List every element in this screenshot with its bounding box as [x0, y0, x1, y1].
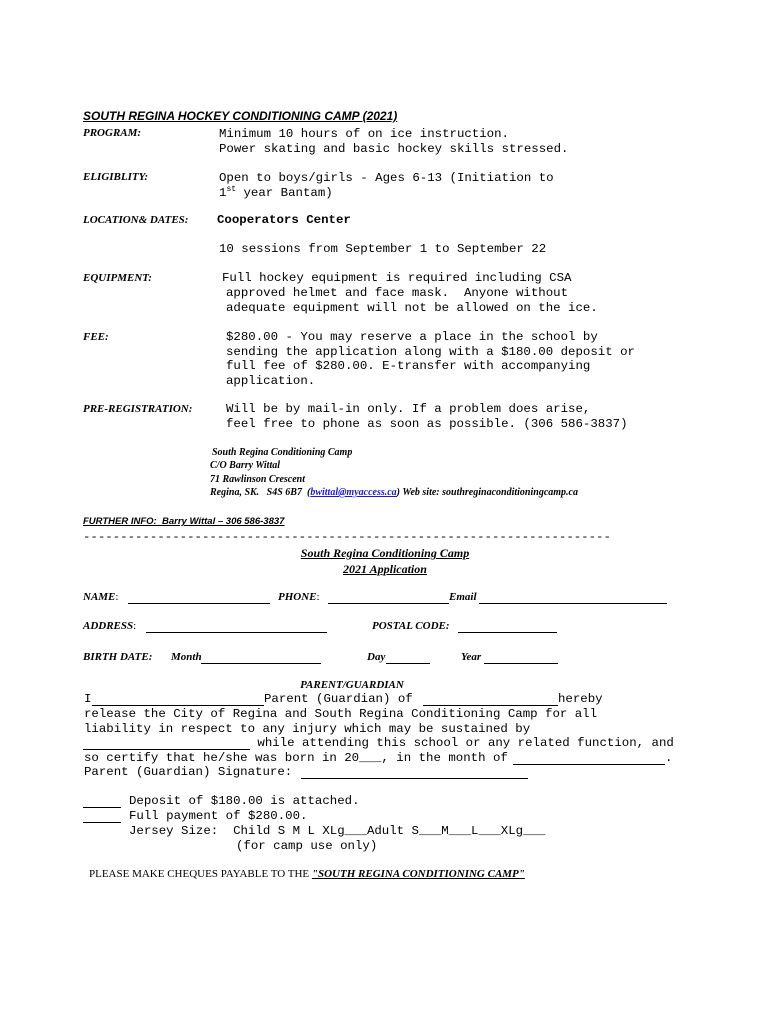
- cheques-note: [89, 868, 525, 880]
- eligibility-ordinal: 1: [219, 186, 227, 200]
- fee-line-3: full fee of $280.00. E-transfer with accompanying: [226, 359, 591, 373]
- parent-heading: PARENT/GUARDIAN: [300, 679, 404, 691]
- page-title: SOUTH REGINA HOCKEY CONDITIONING CAMP (2021): [83, 109, 398, 123]
- camp-use-note: (for camp use only): [236, 839, 378, 853]
- location-dates: 10 sessions from September 1 to September 22: [219, 242, 547, 256]
- eligibility-rest: year Bantam): [236, 186, 333, 200]
- email-label: Email: [449, 591, 477, 603]
- further-info: FURTHER INFO: Barry Wittal – 306 586-3837: [83, 516, 285, 527]
- day-field[interactable]: [386, 663, 430, 664]
- postal-field[interactable]: [458, 632, 557, 633]
- birth-month-field[interactable]: [513, 764, 665, 765]
- prereg-line-2: feel free to phone as soon as possible. (306 586-3837): [226, 417, 628, 431]
- address-website: ) Web site: southreginaconditioningcamp.ca: [396, 487, 578, 498]
- cut-divider: -----------------------------------------------------------------------: [83, 530, 611, 544]
- phone-field[interactable]: [328, 603, 449, 604]
- address-line-2: C/O Barry Wittal: [210, 460, 281, 471]
- address-label: [83, 620, 136, 632]
- birth-date-label: BIRTH DATE:: [83, 651, 153, 663]
- address-field[interactable]: [146, 632, 327, 633]
- program-line-1: Minimum 10 hours of on ice instruction.: [219, 127, 509, 141]
- fee-line-4: application.: [226, 374, 316, 388]
- signature-field[interactable]: [301, 778, 528, 779]
- eligibility-ordinal-suffix: st: [226, 184, 237, 194]
- cheques-note-text: PLEASE MAKE CHEQUES PAYABLE TO THE: [89, 868, 312, 880]
- parent-of-text: Parent (Guardian) of: [264, 692, 421, 706]
- cheques-payee: "SOUTH REGINA CONDITIONING CAMP": [311, 868, 525, 880]
- liability-line: liability in respect to any injury which may be sustained by: [84, 722, 531, 736]
- prereg-line-1: Will be by mail-in only. If a problem does arise,: [226, 402, 591, 416]
- parent-name-field[interactable]: [92, 705, 264, 706]
- full-payment-checkline[interactable]: [83, 822, 121, 823]
- address-colon: :: [133, 620, 137, 632]
- fee-line-1: $280.00 - You may reserve a place in the school by: [226, 330, 598, 344]
- injured-name-field[interactable]: [83, 749, 250, 750]
- application-org: South Regina Conditioning Camp: [300, 546, 470, 560]
- email-link[interactable]: bwittal@myaccess.ca: [310, 487, 397, 498]
- name-colon: :: [115, 591, 119, 603]
- eligibility-label: ELIGIBLITY:: [83, 171, 148, 183]
- day-label: Day: [367, 651, 386, 663]
- address-line-4: [210, 487, 578, 498]
- phone-label-text: PHONE: [278, 591, 317, 603]
- fee-line-2: sending the application along with a $180.00 deposit or: [226, 345, 635, 359]
- eligibility-line-2: [219, 186, 333, 201]
- jersey-size-line: Jersey Size: Child S M L XLg___Adult S___M___L___XLg___: [129, 824, 546, 838]
- month-field[interactable]: [201, 663, 321, 664]
- location-venue: Cooperators Center: [217, 213, 351, 227]
- address-line-3: 71 Rawlinson Crescent: [210, 474, 306, 485]
- eligibility-line-1: Open to boys/girls - Ages 6-13 (Initiation to: [219, 171, 554, 185]
- birth-certify-period: .: [665, 751, 673, 765]
- email-field[interactable]: [479, 603, 667, 604]
- address-line-1: South Regina Conditioning Camp: [212, 447, 353, 458]
- prereg-label: PRE-REGISTRATION:: [83, 403, 193, 415]
- address-city: Regina, SK. S4S 6B7 (: [210, 487, 311, 498]
- month-label: Month: [171, 651, 202, 663]
- name-label: [83, 591, 118, 603]
- equipment-line-2: approved helmet and face mask. Anyone without: [226, 286, 569, 300]
- birth-certify-line: so certify that he/she was born in 20___, in the month of: [84, 751, 508, 765]
- signature-label: Parent (Guardian) Signature:: [84, 765, 300, 779]
- fee-label: FEE:: [83, 331, 109, 343]
- application-year: 2021 Application: [343, 562, 427, 576]
- name-label-text: NAME: [83, 591, 116, 603]
- address-label-text: ADDRESS: [83, 620, 134, 632]
- attending-line: while attending this school or any related function, and: [250, 736, 674, 750]
- deposit-option: Deposit of $180.00 is attached.: [129, 794, 360, 808]
- location-label: LOCATION& DATES:: [83, 214, 189, 226]
- equipment-line-1: Full hockey equipment is required including CSA: [222, 271, 572, 285]
- full-payment-option: Full payment of $280.00.: [129, 809, 308, 823]
- year-field[interactable]: [484, 663, 558, 664]
- year-label: Year: [461, 651, 482, 663]
- postal-label: POSTAL CODE:: [372, 620, 450, 632]
- program-label: PROGRAM:: [83, 127, 142, 139]
- phone-colon: :: [316, 591, 320, 603]
- release-line: release the City of Regina and South Regina Conditioning Camp for all: [84, 707, 598, 721]
- hereby-text: hereby: [558, 692, 603, 706]
- parent-initial: I: [84, 692, 92, 706]
- phone-label: [278, 591, 320, 603]
- child-name-field[interactable]: [423, 705, 558, 706]
- equipment-line-3: adequate equipment will not be allowed on the ice.: [226, 301, 598, 315]
- name-field[interactable]: [128, 603, 270, 604]
- equipment-label: EQUIPMENT:: [83, 272, 152, 284]
- deposit-checkline[interactable]: [83, 807, 121, 808]
- program-line-2: Power skating and basic hockey skills stressed.: [219, 142, 569, 156]
